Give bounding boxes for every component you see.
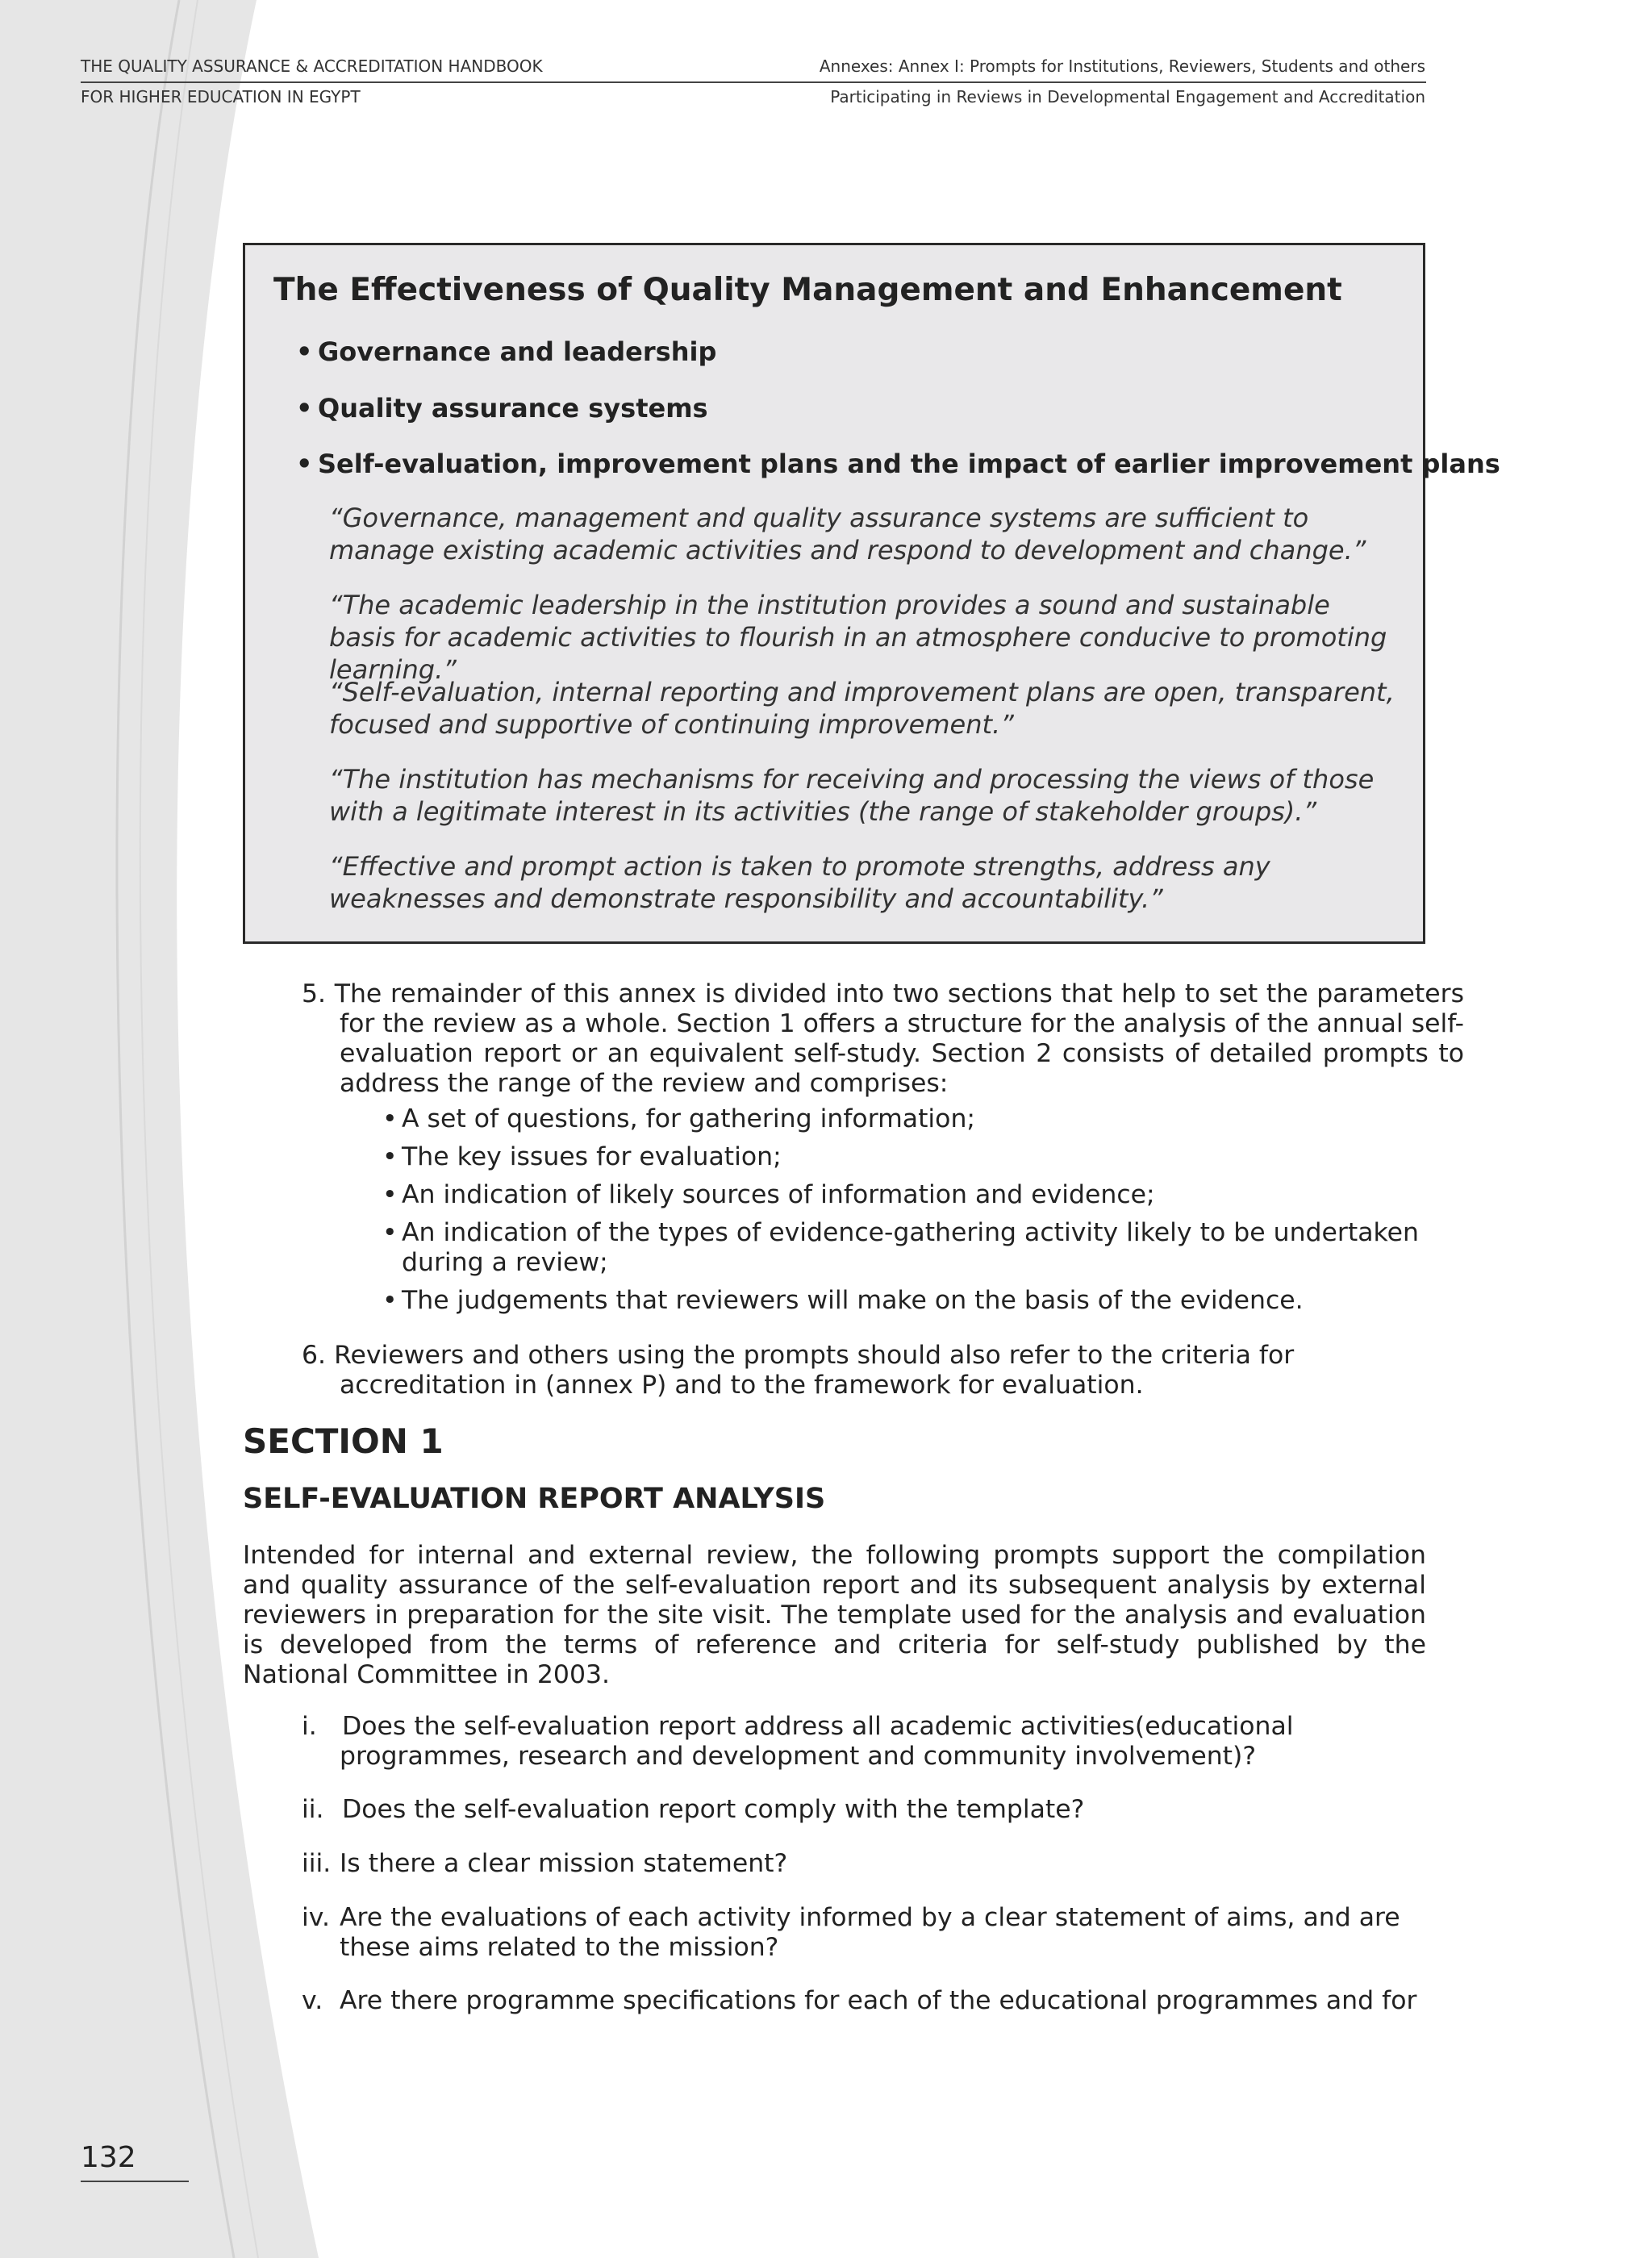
question-number: iv. — [302, 1903, 330, 1932]
question-number: i. — [302, 1712, 317, 1741]
box-bullet: • Governance and leadership — [296, 336, 717, 367]
bullet-icon: • — [382, 1180, 398, 1209]
question-number: iii. — [302, 1849, 332, 1878]
bullet-icon: • — [296, 449, 313, 479]
section-title: SECTION 1 — [243, 1421, 444, 1461]
question-item: iv. Are the evaluations of each activity informed by a clear statement of aims, and are these aims related to the mission? — [302, 1903, 1400, 1962]
header-right-line1: Annexes: Annex I: Prompts for Institutions, Reviewers, Students and others — [819, 56, 1425, 76]
list-item: • The judgements that reviewers will make on the basis of the evidence. — [382, 1286, 1304, 1315]
list-item: • The key issues for evaluation; — [382, 1142, 782, 1171]
box-title: The Effectiveness of Quality Management and Enhancement — [273, 272, 1342, 308]
bullet-icon: • — [382, 1218, 398, 1247]
header-left-line1: THE QUALITY ASSURANCE & ACCREDITATION HANDBOOK — [81, 56, 543, 76]
question-item: ii. Does the self-evaluation report comply with the template? — [302, 1795, 1085, 1824]
box-bullet: • Quality assurance systems — [296, 393, 708, 424]
header-right-line2: Participating in Reviews in Developmental Engagement and Accreditation — [830, 87, 1425, 106]
header-left-line2: FOR HIGHER EDUCATION IN EGYPT — [81, 87, 361, 106]
list-item: • A set of questions, for gathering information; — [382, 1104, 976, 1133]
intro-paragraph: Intended for internal and external review, the following prompts support the compilation and quality assurance of the self-evaluation report and its subsequent analysis by external reviewers in preparation for the site visit. The template used for the analysis and evaluation is developed from the terms of reference and criteria for self-study published by the National Committee in 2003. — [243, 1541, 1426, 1689]
bullet-icon: • — [382, 1104, 398, 1133]
box-quote: “Self-evaluation, internal reporting and improvement plans are open, transparent, focused and supportive of continuing improvement.” — [329, 677, 1395, 740]
box-quote: “Effective and prompt action is taken to promote strengths, address any weaknesses and demonstrate responsibility and accountability.” — [329, 851, 1270, 914]
box-quote: “The academic leadership in the institution provides a sound and sustainable basis for academic activities to flourish in an atmosphere conducive to promoting learning.” — [329, 590, 1387, 685]
question-number: ii. — [302, 1795, 324, 1824]
question-item: iii. Is there a clear mission statement? — [302, 1849, 788, 1878]
bullet-icon: • — [382, 1286, 398, 1315]
bullet-icon: • — [382, 1142, 398, 1171]
question-number: v. — [302, 1986, 323, 2015]
page-number-rule — [81, 2181, 189, 2182]
header-rule — [81, 81, 1426, 83]
box-quote: “The institution has mechanisms for receiving and processing the views of those with a legitimate interest in its activities (the range of stakeholder groups).” — [329, 764, 1375, 827]
question-item: v. Are there programme specifications for each of the educational programmes and for — [302, 1986, 1417, 2015]
bullet-icon: • — [296, 393, 313, 424]
section-subtitle: SELF-EVALUATION REPORT ANALYSIS — [243, 1483, 826, 1515]
paragraph-6: 6. Reviewers and others using the prompts should also refer to the criteria for accreditation in (annex P) and to the framework for evaluation. — [302, 1341, 1295, 1400]
bullet-icon: • — [296, 336, 313, 367]
paragraph-5: 5. The remainder of this annex is divided into two sections that help to set the parameters for the review as a whole. Section 1 offers a structure for the analysis of the annual self-evaluation report or an equivalent self-study. Section 2 consists of detailed prompts to address the range of the review and comprises: — [302, 979, 1464, 1098]
question-item: i. Does the self-evaluation report address all academic activities(educational programmes, research and development and community involvement)? — [302, 1712, 1294, 1771]
box-quote: “Governance, management and quality assurance systems are sufficient to manage existing academic activities and respond to development and change.” — [329, 503, 1366, 566]
page-number: 132 — [81, 2141, 136, 2174]
box-bullet: • Self-evaluation, improvement plans and the impact of earlier improvement plans — [296, 449, 1500, 479]
list-item: • An indication of likely sources of information and evidence; — [382, 1180, 1155, 1209]
list-item: • An indication of the types of evidence-gathering activity likely to be undertaken during a review; — [382, 1218, 1419, 1277]
criteria-box — [243, 243, 1500, 944]
